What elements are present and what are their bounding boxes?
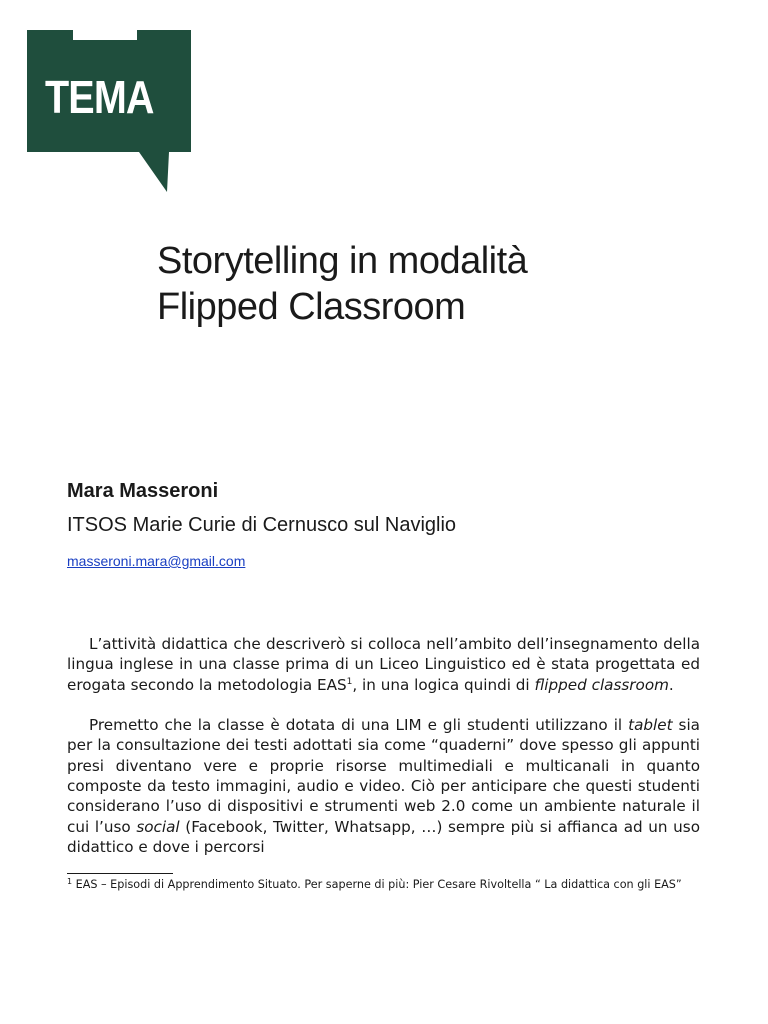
footnote bbox=[67, 877, 707, 892]
tema-badge bbox=[27, 30, 191, 194]
page-title bbox=[157, 238, 527, 330]
author-name: Mara Masseroni bbox=[67, 480, 219, 502]
author-email-link[interactable]: masseroni.mara@gmail.com bbox=[67, 553, 246, 569]
footnote-divider bbox=[67, 873, 173, 874]
footnote-ref[interactable]: 1 bbox=[346, 676, 353, 687]
footnote-text: EAS – Episodi di Apprendimento Situato. Per saperne di più: Pier Cesare Rivoltella “ La didattica con gli EAS” bbox=[72, 878, 682, 891]
badge-label: TEMA bbox=[45, 71, 154, 123]
title-line-1: Storytelling in modalità bbox=[157, 240, 528, 282]
title-line-2: Flipped Classroom bbox=[157, 286, 466, 328]
footnote-marker: 1 bbox=[67, 877, 73, 886]
article-body bbox=[67, 634, 700, 857]
author-affiliation: ITSOS Marie Curie di Cernusco sul Naviglio bbox=[67, 514, 457, 536]
paragraph-2: Premetto che la classe è dotata di una LIM e gli studenti utilizzano il tablet sia per la consultazione dei testi adottati sia come “quaderni” dove spesso gli appunti presi diventano vere e proprie risorse multimediali e multicanali in quanto composte da testo immagini, audio e video. Ciò per anticipare che questi studenti considerano l’uso di dispositivi e strumenti web 2.0 come un ambiente naturale il cui l’uso social (Facebook, Twitter, Whatsapp, …) sempre più si affianca ad un uso didattico e dove i percorsi bbox=[67, 716, 700, 856]
paragraph-1: L’attività didattica che descriverò si colloca nell’ambito dell’insegnamento della lingua inglese in una classe prima di un Liceo Linguistico ed è stata progettata ed erogata secondo la metodologia EAS$^1$, in una logica quindi di flipped classroom. bbox=[67, 635, 700, 694]
